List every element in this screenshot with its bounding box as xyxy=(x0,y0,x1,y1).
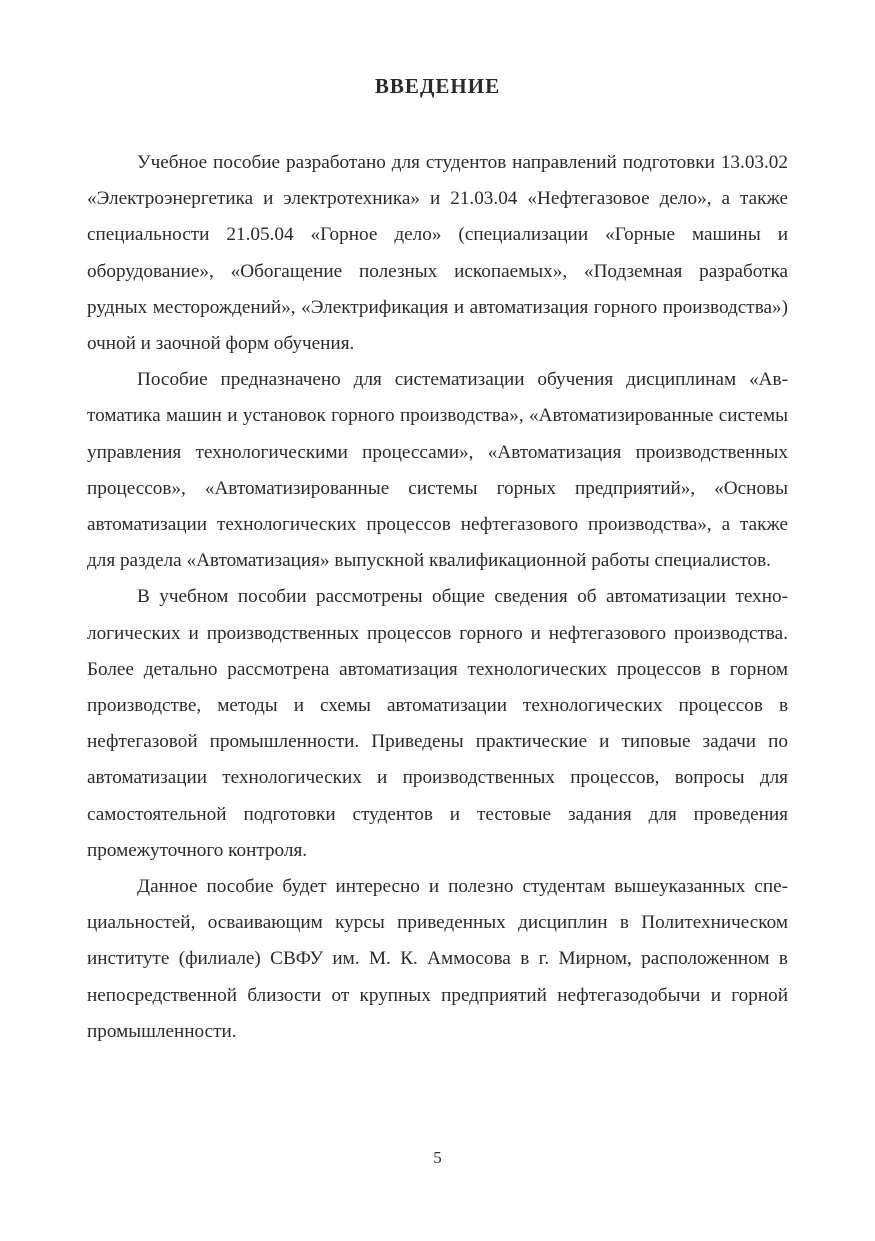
paragraph-1: Учебное пособие разработано для студентов направлений подготовки 13.03.02 «Электроэнергетика и электротехника» и 21.03.04 «Нефтегазовое дело», а также специальности 21.05.04 «Горное дело» (специализации «Горные машины и оборудование», «Обогащение полезных ископаемых», «Подземная разработка рудных месторождений», «Электрификация и автоматизация горного производства») очной и заочной форм обучения. xyxy=(87,152,788,355)
page-number: 5 xyxy=(433,1148,442,1167)
paragraph-4: Данное пособие будет интересно и полезно студентам вышеуказанных специальностей, осваивающим курсы приведенных дисциплин в Политехническом институте (филиале) СВФУ им. М. К. Аммосова в г. Мирном, расположенном в непосредственной близости от крупных предприятий нефтегазодобычи и горной промышленности. xyxy=(87,876,788,1042)
paragraph-2: Пособие предназначено для систематизации обучения дисциплинам «Автоматика машин и установок горного производства», «Автоматизированные системы управления технологическими процессами», «Автоматизация производственных процессов», «Автоматизированные системы горных предприятий», «Основы автоматизации технологических процессов нефтегазового производства», а также для раздела «Автоматизация» выпускной квалификационной работы специалистов. xyxy=(87,369,788,572)
paragraph-3: В учебном пособии рассмотрены общие сведения об автоматизации технологических и производственных процессов горного и нефтегазового производства. Более детально рассмотрена автоматизация технологических процессов в горном производстве, методы и схемы автоматизации технологических процессов в нефтегазовой промышленности. Приведены практические и типовые задачи по автоматизации технологических и производственных процессов, вопросы для самостоятельной подготовки студентов и тестовые задания для проведения промежуточного контроля. xyxy=(87,586,788,861)
page-title: ВВЕДЕНИЕ xyxy=(374,74,501,98)
body-text xyxy=(87,145,788,1050)
